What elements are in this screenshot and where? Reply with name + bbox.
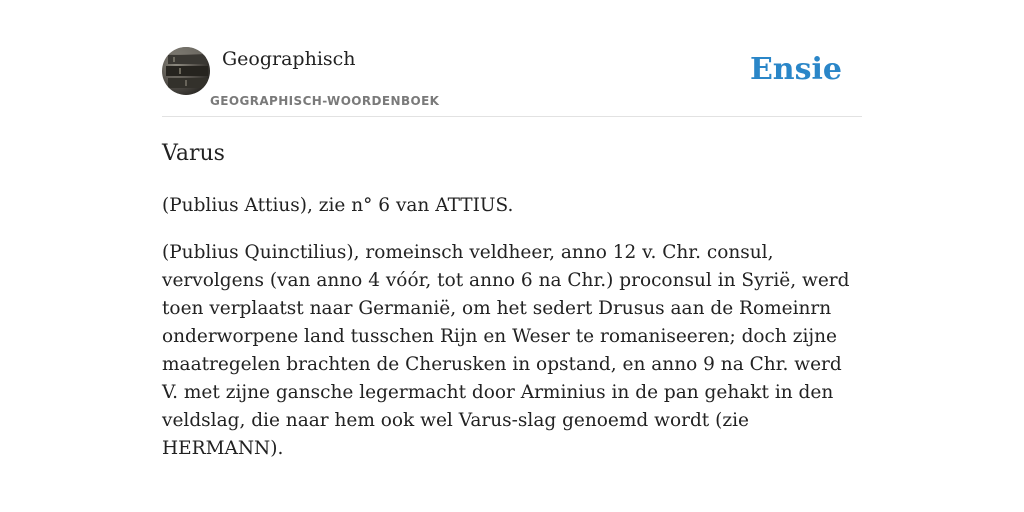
source-title[interactable]: Geographisch [222,48,356,70]
entry-paragraph: (Publius Attius), zie n° 6 van ATTIUS. [162,195,514,216]
source-slug[interactable]: GEOGRAPHISCH-WOORDENBOEK [210,94,440,108]
ensie-logo[interactable]: Ensie [749,52,842,87]
source-avatar[interactable] [162,47,210,95]
book-spines-photo-icon [162,47,210,95]
source-header [162,44,862,117]
entry-paragraph: (Publius Quinctilius), romeinsch veldheer, anno 12 v. Chr. consul, vervolgens (van anno 4 vóór, tot anno 6 na Chr.) proconsul in Syrië, werd toen verplaatst naar Germanië, om het sedert Drusus aan de Romeinrn onderworpene land tusschen Rijn en Weser te romaniseeren; doch zijne maatregelen brachten de Cherusken in opstand, en anno 9 na Chr. werd V. met zijne gansche legermacht door Arminius in de pan gehakt in den veldslag, die naar hem ook wel Varus-slag genoemd wordt (zie HERMANN). [162,242,850,459]
entry-title: Varus [162,141,225,166]
article [162,138,862,463]
